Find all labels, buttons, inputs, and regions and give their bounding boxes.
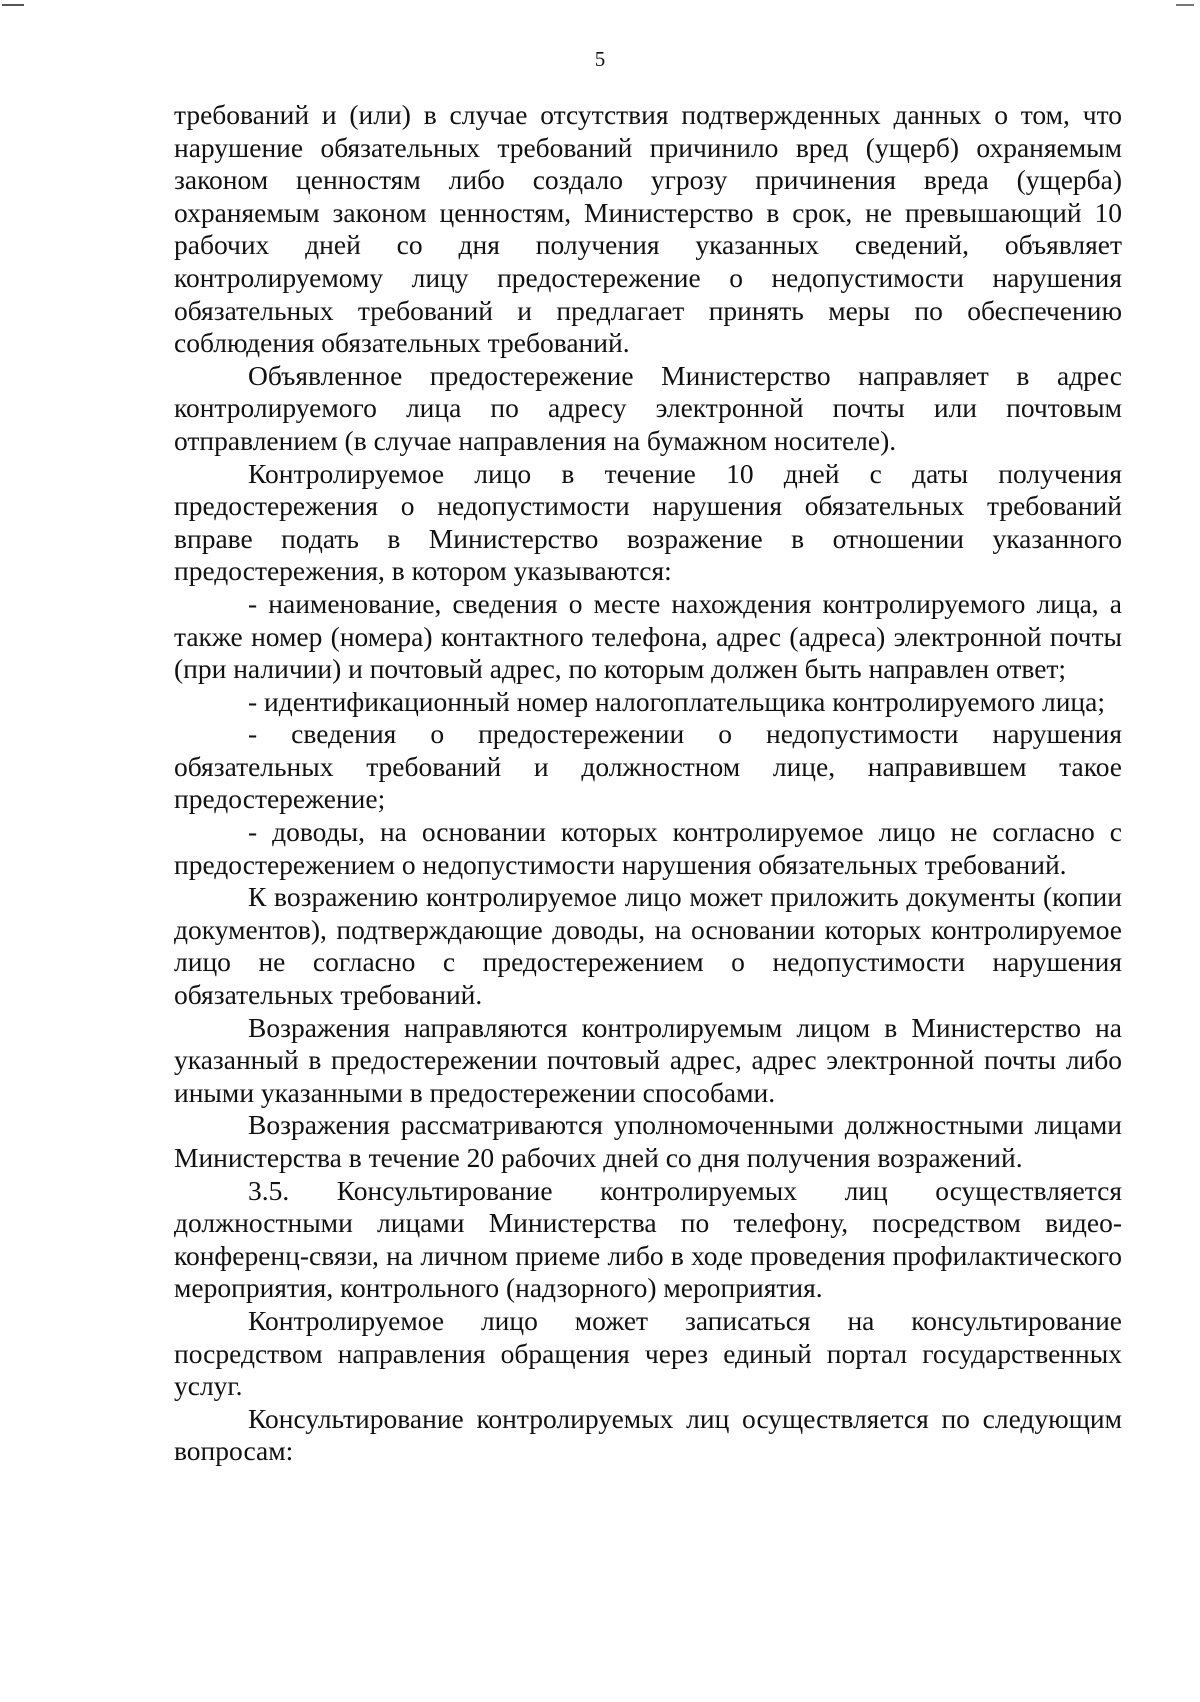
scan-edge-mark [1176, 4, 1194, 6]
paragraph-warning-sending: Объявленное предостережение Министерство направляет в адрес контролируемого лица по адресу электронной почты или почтовым отправлением (в случае направления на бумажном носителе). [174, 359, 1122, 456]
paragraph-objection-right: Контролируемое лицо в течение 10 дней с даты получения предостережения о недопустимости нарушения обязательных требований вправе подать в Министерство возражение в отношении указанного предостережения, в котором указываются: [174, 457, 1122, 587]
paragraph-section-3-5: 3.5. Консультирование контролируемых лиц осуществляется должностными лицами Министерства по телефону, посредством видео-конференц-связи, на личном приеме либо в ходе проведения профилактического мероприятия, контрольного (надзорного) мероприятия. [174, 1174, 1122, 1304]
document-body [174, 99, 1122, 1468]
paragraph-attachments: К возражению контролируемое лицо может приложить документы (копии документов), подтверждающие доводы, на основании которых контролируемое лицо не согласно с предостережением о недопустимости нарушения обязательных требований. [174, 881, 1122, 1011]
list-item-warning-details: - сведения о предостережении о недопустимости нарушения обязательных требований и должностном лице, направившем такое предостережение; [174, 718, 1122, 815]
page-number: 5 [594, 47, 606, 71]
scan-edge-mark [2, 4, 24, 6]
paragraph-consultation-signup: Контролируемое лицо может записаться на консультирование посредством направления обращения через единый портал государственных услуг. [174, 1304, 1122, 1402]
paragraph-objection-delivery: Возражения направляются контролируемым лицом в Министерство на указанный в предостережении почтовый адрес, адрес электронной почты либо иными указанными в предостережении способами. [174, 1011, 1122, 1108]
list-item-name-contacts: - наименование, сведения о месте нахождения контролируемого лица, а также номер (номера) контактного телефона, адрес (адреса) электронной почты (при наличии) и почтовый адрес, по которым должен быть направлен ответ; [174, 587, 1122, 685]
list-item-arguments: - доводы, на основании которых контролируемое лицо не согласно с предостережением о недопустимости нарушения обязательных требований. [174, 816, 1122, 880]
paragraph-objection-review: Возражения рассматриваются уполномоченными должностными лицами Министерства в течение 20 рабочих дней со дня получения возражений. [174, 1109, 1122, 1173]
paragraph-continuation: требований и (или) в случае отсутствия подтвержденных данных о том, что нарушение обязательных требований причинило вред (ущерб) охраняемым законом ценностям либо создало угрозу причинения вреда (ущерба) охраняемым законом ценностям, Министерство в срок, не превышающий 10 рабочих дней со дня получения указанных сведений, объявляет контролируемому лицу предостережение о недопустимости нарушения обязательных требований и предлагает принять меры по обеспечению соблюдения обязательных требований. [174, 99, 1122, 359]
paragraph-consultation-topics: Консультирование контролируемых лиц осуществляется по следующим вопросам: [174, 1402, 1122, 1467]
list-item-inn: - идентификационный номер налогоплательщика контролируемого лица; [248, 685, 1105, 717]
